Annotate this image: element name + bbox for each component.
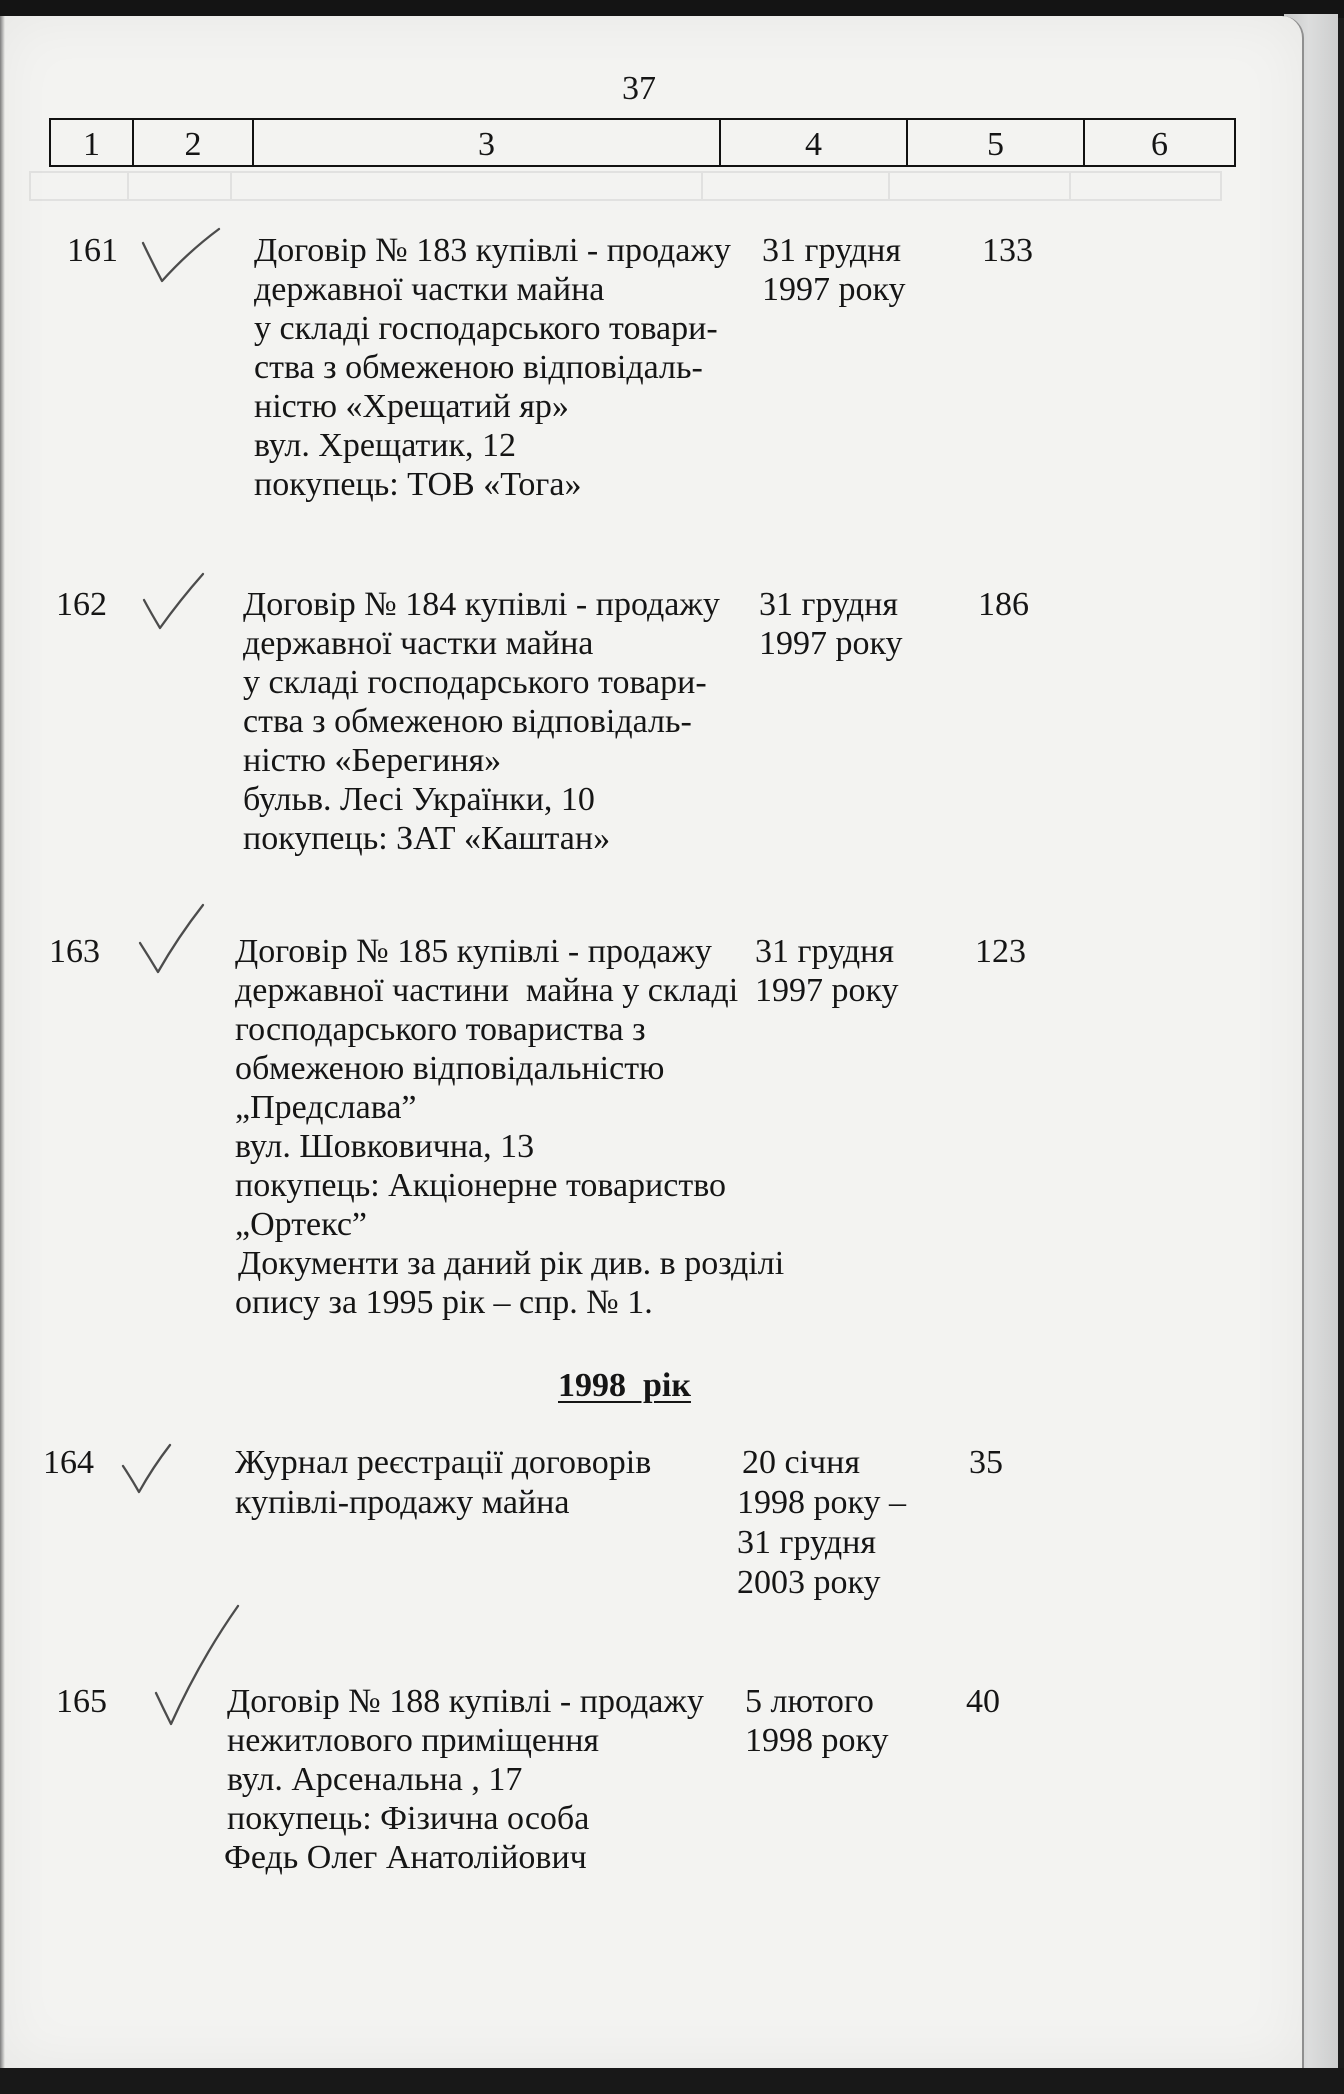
date-line: 20 січня bbox=[742, 1444, 860, 1481]
description-line: бульв. Лесі Українки, 10 bbox=[243, 781, 595, 818]
entry-number: 162 bbox=[56, 586, 107, 623]
column-header-2: 2 bbox=[134, 120, 254, 165]
year-section-heading: 1998 рік bbox=[558, 1367, 691, 1404]
description-line: вул. Шовковична, 13 bbox=[235, 1128, 535, 1165]
entry-number: 163 bbox=[49, 933, 100, 970]
entry-date bbox=[755, 932, 899, 1010]
column-header-5: 5 bbox=[908, 120, 1085, 165]
description-line: ства з обмеженою відповідаль- bbox=[243, 703, 692, 740]
entry-description bbox=[254, 231, 731, 504]
entry-number: 165 bbox=[56, 1683, 107, 1720]
scan-bottom-border bbox=[0, 2068, 1344, 2094]
description-line: Договір № 184 купівлі - продажу bbox=[243, 586, 720, 623]
description-line: господарського товариства з bbox=[235, 1011, 646, 1048]
description-line: вул. Хрещатик, 12 bbox=[254, 427, 516, 464]
entry-description bbox=[243, 585, 720, 858]
description-line: Документи за даний рік див. в розділі bbox=[238, 1245, 785, 1282]
description-line: „Предслава” bbox=[235, 1089, 417, 1126]
page-number: 37 bbox=[622, 70, 656, 107]
description-line: обмеженою відповідальністю bbox=[235, 1050, 665, 1087]
ghost-divider bbox=[701, 173, 703, 199]
description-line: нежитлового приміщення bbox=[227, 1722, 600, 1759]
description-line: вул. Арсенальна , 17 bbox=[227, 1761, 523, 1798]
scan-left-shadow bbox=[0, 16, 5, 2068]
description-line: Журнал реєстрації договорів bbox=[235, 1444, 652, 1481]
entry-description bbox=[224, 1682, 704, 1877]
description-line: Федь Олег Анатолійович bbox=[224, 1839, 587, 1876]
description-line: купівлі-продажу майна bbox=[235, 1484, 570, 1521]
ghost-divider bbox=[888, 173, 890, 199]
column-header-row bbox=[49, 118, 1236, 167]
description-line: покупець: ТОВ «Тога» bbox=[254, 466, 582, 503]
ghost-divider bbox=[230, 173, 232, 199]
description-line: „Ортекс” bbox=[235, 1206, 367, 1243]
date-line: 1998 року – bbox=[737, 1484, 907, 1521]
description-line: у складі господарського товари- bbox=[243, 664, 707, 701]
entry-date bbox=[759, 585, 903, 663]
description-line: покупець: Фізична особа bbox=[227, 1800, 590, 1837]
description-line: покупець: ЗАТ «Каштан» bbox=[243, 820, 611, 857]
date-line: 2003 року bbox=[737, 1564, 881, 1601]
date-line: 1997 року bbox=[755, 972, 899, 1009]
ghost-divider bbox=[127, 173, 129, 199]
description-line: ністю «Хрещатий яр» bbox=[254, 388, 569, 425]
entry-date bbox=[762, 231, 906, 309]
entry-date bbox=[737, 1443, 906, 1603]
sheet-count: 35 bbox=[969, 1444, 1003, 1481]
description-line: у складі господарського товари- bbox=[254, 310, 718, 347]
entry-description bbox=[235, 932, 784, 1322]
column-header-1: 1 bbox=[51, 120, 134, 165]
ghost-divider bbox=[1069, 173, 1071, 199]
description-line: Договір № 183 купівлі - продажу bbox=[254, 232, 731, 269]
date-line: 31 грудня bbox=[755, 933, 894, 970]
entry-description bbox=[235, 1443, 651, 1523]
date-line: 1997 року bbox=[762, 271, 906, 308]
column-header-4: 4 bbox=[721, 120, 908, 165]
column-header-6: 6 bbox=[1151, 126, 1168, 163]
entry-date bbox=[745, 1682, 889, 1760]
sheet-count: 133 bbox=[982, 232, 1033, 269]
date-line: 31 грудня bbox=[759, 586, 898, 623]
description-line: Договір № 185 купівлі - продажу bbox=[235, 933, 712, 970]
sheet-count: 123 bbox=[975, 933, 1026, 970]
description-line: опису за 1995 рік – спр. № 1. bbox=[235, 1284, 653, 1321]
date-line: 1997 року bbox=[759, 625, 903, 662]
sheet-count: 40 bbox=[966, 1683, 1000, 1720]
description-line: ністю «Берегиня» bbox=[243, 742, 502, 779]
date-line: 5 лютого bbox=[745, 1683, 874, 1720]
date-line: 1998 року bbox=[745, 1722, 889, 1759]
description-line: державної частки майна bbox=[254, 271, 605, 308]
description-line: державної частки майна bbox=[243, 625, 594, 662]
sheet-count: 186 bbox=[978, 586, 1029, 623]
entry-number: 161 bbox=[67, 232, 118, 269]
description-line: ства з обмеженою відповідаль- bbox=[254, 349, 703, 386]
description-line: покупець: Акціонерне товариство bbox=[235, 1167, 727, 1204]
bleed-through-ghost bbox=[29, 171, 1222, 201]
column-header-3: 3 bbox=[254, 120, 721, 165]
date-line: 31 грудня bbox=[762, 232, 901, 269]
entry-number: 164 bbox=[43, 1444, 94, 1481]
date-line: 31 грудня bbox=[737, 1524, 876, 1561]
description-line: державної частини майна у складі bbox=[235, 972, 739, 1009]
description-line: Договір № 188 купівлі - продажу bbox=[227, 1683, 704, 1720]
